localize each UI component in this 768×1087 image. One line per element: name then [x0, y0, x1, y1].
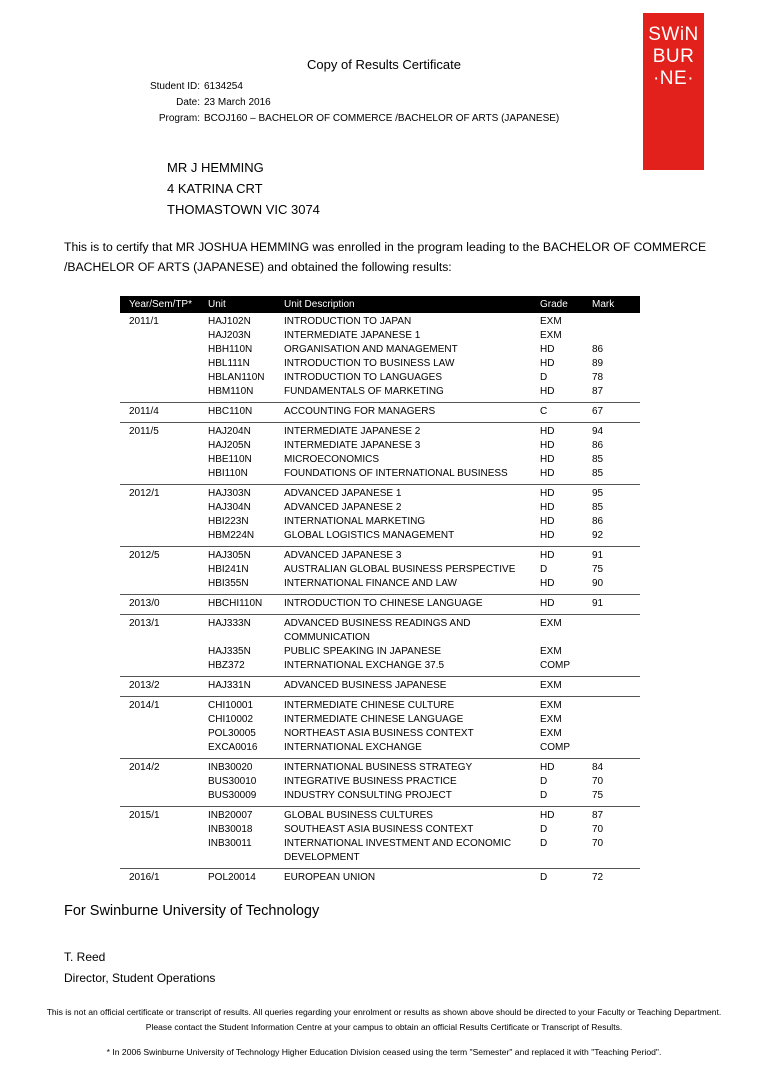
grade-cell: D: [540, 564, 548, 575]
grade-cell: HD: [540, 578, 555, 589]
unit-description-cell: AUSTRALIAN GLOBAL BUSINESS PERSPECTIVE: [284, 564, 516, 575]
unit-description-cell: INDUSTRY CONSULTING PROJECT: [284, 790, 452, 801]
meta-value: BCOJ160 – BACHELOR OF COMMERCE /BACHELOR OF ARTS (JAPANESE): [204, 113, 560, 124]
unit-description-cell: GLOBAL BUSINESS CULTURES: [284, 810, 433, 821]
unit-code-cell: HBLAN110N: [208, 372, 265, 383]
grade-cell: D: [540, 790, 548, 801]
table-row: [120, 439, 640, 453]
unit-code-cell: INB30011: [208, 838, 252, 849]
header-mark: Mark: [592, 299, 615, 310]
table-row: [120, 659, 640, 673]
grade-cell: COMP: [540, 742, 570, 753]
grade-cell: HD: [540, 426, 555, 437]
meta-label: Date:: [176, 97, 200, 108]
results-table-body: [120, 313, 640, 888]
unit-description-cell: INTERMEDIATE CHINESE CULTURE: [284, 700, 455, 711]
mark-cell: [587, 659, 640, 673]
grade-cell: HD: [540, 454, 555, 465]
unit-code-cell: HBI110N: [208, 468, 248, 479]
unit-code-cell: CHI10002: [208, 714, 254, 725]
unit-code-cell: CHI10001: [208, 700, 254, 711]
certification-statement: This is to certify that MR JOSHUA HEMMING was enrolled in the program leading to the BACHELOR OF COMMERCE /BACHELOR OF ARTS (JAPANESE) and obtained the following results:: [64, 240, 707, 274]
table-row: [120, 789, 640, 803]
logo-line-3: ·NE·: [652, 68, 695, 89]
grade-cell: EXM: [540, 680, 562, 691]
result-period-group: [120, 423, 640, 485]
table-row: [120, 385, 640, 399]
student-meta: [120, 79, 559, 127]
grade-cell: HD: [540, 516, 555, 527]
result-period-group: [120, 485, 640, 547]
address-line: 4 KATRINA CRT: [167, 181, 263, 196]
unit-code-cell: HAJ303N: [208, 488, 251, 499]
unit-description-cell: FUNDAMENTALS OF MARKETING: [284, 386, 444, 397]
table-row: [120, 577, 640, 591]
mark-cell: 95: [592, 488, 604, 499]
grade-cell: HD: [540, 344, 555, 355]
unit-description-cell: INTERNATIONAL INVESTMENT AND ECONOMIC DEVELOPMENT: [284, 838, 512, 863]
period-cell: [120, 439, 202, 453]
grade-cell: COMP: [540, 660, 570, 671]
unit-code-cell: HBM224N: [208, 530, 255, 541]
period-cell: [120, 823, 202, 837]
mark-cell: [587, 329, 640, 343]
mark-cell: 94: [592, 426, 604, 437]
unit-description-cell: ADVANCED BUSINESS READINGS AND COMMUNICATION: [284, 618, 471, 643]
unit-code-cell: HBCHI110N: [208, 598, 263, 609]
unit-description-cell: PUBLIC SPEAKING IN JAPANESE: [284, 646, 442, 657]
result-period-group: [120, 677, 640, 697]
header-unit: Unit: [208, 299, 226, 310]
unit-code-cell: INB30020: [208, 762, 253, 773]
table-row: [120, 727, 640, 741]
signoff-institution: For Swinburne University of Technology: [64, 903, 320, 919]
unit-code-cell: EXCA0016: [208, 742, 258, 753]
period-cell: [120, 577, 202, 591]
mark-cell: 87: [592, 386, 604, 397]
mark-cell: 70: [592, 824, 604, 835]
table-row: [120, 775, 640, 789]
period-cell: 2013/0: [129, 598, 160, 609]
period-cell: 2014/2: [129, 762, 160, 773]
unit-description-cell: SOUTHEAST ASIA BUSINESS CONTEXT: [284, 824, 474, 835]
mark-cell: 75: [592, 790, 604, 801]
unit-description-cell: INTERMEDIATE JAPANESE 3: [284, 440, 421, 451]
footnote-text: * In 2006 Swinburne University of Technology Higher Education Division ceased using the term "Semester" and replaced it with "Teaching Period".: [106, 1047, 662, 1057]
table-row: [120, 741, 640, 755]
period-cell: 2013/2: [129, 680, 160, 691]
unit-code-cell: POL30005: [208, 728, 256, 739]
result-period-group: [120, 313, 640, 403]
mark-cell: 92: [592, 530, 604, 541]
meta-value: 23 March 2016: [204, 97, 271, 108]
period-cell: [120, 329, 202, 343]
period-cell: 2015/1: [129, 810, 160, 821]
table-row: [120, 699, 640, 713]
table-row: [120, 837, 640, 865]
result-period-group: [120, 403, 640, 423]
unit-code-cell: POL20014: [208, 872, 256, 883]
mark-cell: 84: [592, 762, 604, 773]
unit-description-cell: INTRODUCTION TO CHINESE LANGUAGE: [284, 598, 483, 609]
grade-cell: C: [540, 406, 548, 417]
table-row: [120, 679, 640, 693]
mark-cell: 70: [592, 838, 604, 849]
unit-code-cell: HBI241N: [208, 564, 249, 575]
unit-code-cell: HAJ335N: [208, 646, 251, 657]
period-cell: [120, 645, 202, 659]
table-row: [120, 343, 640, 357]
unit-code-cell: HAJ203N: [208, 330, 251, 341]
mark-cell: 87: [592, 810, 604, 821]
unit-description-cell: INTERNATIONAL EXCHANGE 37.5: [284, 660, 445, 671]
mark-cell: 72: [592, 872, 604, 883]
period-cell: [120, 789, 202, 803]
table-row: [120, 713, 640, 727]
grade-cell: EXM: [540, 316, 562, 327]
table-row: [120, 357, 640, 371]
header-grade: Grade: [540, 299, 568, 310]
result-period-group: [120, 807, 640, 869]
grade-cell: HD: [540, 440, 555, 451]
unit-code-cell: HAJ333N: [208, 618, 251, 629]
unit-code-cell: BUS30009: [208, 790, 257, 801]
mark-cell: 67: [592, 406, 604, 417]
grade-cell: EXM: [540, 714, 562, 725]
unit-description-cell: ADVANCED JAPANESE 3: [284, 550, 402, 561]
grade-cell: HD: [540, 468, 555, 479]
table-row: [120, 549, 640, 563]
unit-code-cell: HBI223N: [208, 516, 249, 527]
grade-cell: HD: [540, 530, 555, 541]
address-line: THOMASTOWN VIC 3074: [167, 202, 320, 217]
grade-cell: EXM: [540, 700, 562, 711]
mark-cell: [587, 727, 640, 741]
grade-cell: HD: [540, 502, 555, 513]
unit-code-cell: BUS30010: [208, 776, 257, 787]
results-table-header: [120, 296, 640, 313]
unit-description-cell: INTERMEDIATE JAPANESE 1: [284, 330, 421, 341]
table-row: [120, 453, 640, 467]
period-cell: [120, 713, 202, 727]
table-row: [120, 761, 640, 775]
period-cell: [120, 501, 202, 515]
result-period-group: [120, 547, 640, 595]
unit-code-cell: HAJ304N: [208, 502, 251, 513]
period-cell: [120, 837, 202, 865]
mark-cell: [587, 699, 640, 713]
table-row: [120, 487, 640, 501]
table-row: [120, 371, 640, 385]
unit-description-cell: INTERNATIONAL EXCHANGE: [284, 742, 422, 753]
table-row: [120, 501, 640, 515]
table-row: [120, 315, 640, 329]
unit-description-cell: ADVANCED BUSINESS JAPANESE: [284, 680, 447, 691]
unit-description-cell: INTRODUCTION TO BUSINESS LAW: [284, 358, 455, 369]
mark-cell: [587, 645, 640, 659]
results-table: [120, 296, 640, 888]
unit-description-cell: MICROECONOMICS: [284, 454, 379, 465]
unit-description-cell: INTRODUCTION TO LANGUAGES: [284, 372, 442, 383]
grade-cell: D: [540, 776, 548, 787]
period-cell: [120, 727, 202, 741]
unit-code-cell: HAJ205N: [208, 440, 251, 451]
unit-description-cell: NORTHEAST ASIA BUSINESS CONTEXT: [284, 728, 474, 739]
period-cell: 2012/1: [129, 488, 160, 499]
unit-description-cell: ADVANCED JAPANESE 1: [284, 488, 402, 499]
period-cell: [120, 741, 202, 755]
mark-cell: 85: [592, 468, 604, 479]
period-cell: 2011/5: [129, 426, 159, 437]
table-row: [120, 809, 640, 823]
address-line: MR J HEMMING: [167, 160, 264, 175]
document-title: Copy of Results Certificate: [307, 57, 461, 72]
unit-code-cell: HBL111N: [208, 358, 250, 369]
unit-description-cell: INTERNATIONAL MARKETING: [284, 516, 426, 527]
disclaimer-text: This is not an official certificate or transcript of results. All queries regarding your enrolment or results as shown above should be directed to your Faculty or Teaching Department. Please contact the Student Information Centre at your campus to obtain an official Results Certificate or Transcript of Results.: [46, 1007, 722, 1032]
grade-cell: D: [540, 824, 548, 835]
signatory-role: Director, Student Operations: [64, 971, 216, 985]
unit-description-cell: INTERNATIONAL FINANCE AND LAW: [284, 578, 457, 589]
unit-description-cell: EUROPEAN UNION: [284, 872, 376, 883]
mark-cell: [587, 679, 640, 693]
logo-line-2: BUR: [652, 46, 695, 67]
grade-cell: EXM: [540, 618, 562, 629]
table-row: [120, 597, 640, 611]
table-row: [120, 563, 640, 577]
table-row: [120, 425, 640, 439]
mark-cell: 78: [592, 372, 604, 383]
mark-cell: [587, 315, 640, 329]
unit-description-cell: INTERMEDIATE CHINESE LANGUAGE: [284, 714, 464, 725]
meta-value: 6134254: [204, 81, 243, 92]
grade-cell: EXM: [540, 330, 562, 341]
mark-cell: [587, 741, 640, 755]
period-cell: 2011/1: [129, 316, 159, 327]
table-row: [120, 617, 640, 645]
mark-cell: 91: [592, 598, 604, 609]
grade-cell: HD: [540, 386, 555, 397]
table-row: [120, 823, 640, 837]
period-cell: [120, 343, 202, 357]
grade-cell: D: [540, 838, 548, 849]
unit-code-cell: HBH110N: [208, 344, 253, 355]
mark-cell: 75: [592, 564, 604, 575]
mark-cell: 86: [592, 516, 604, 527]
unit-code-cell: HAJ331N: [208, 680, 251, 691]
grade-cell: HD: [540, 550, 555, 561]
mark-cell: 86: [592, 440, 604, 451]
result-period-group: [120, 697, 640, 759]
unit-description-cell: INTEGRATIVE BUSINESS PRACTICE: [284, 776, 457, 787]
mark-cell: 85: [592, 502, 604, 513]
mark-cell: 90: [592, 578, 604, 589]
unit-description-cell: ADVANCED JAPANESE 2: [284, 502, 402, 513]
mark-cell: 70: [592, 776, 604, 787]
result-period-group: [120, 869, 640, 888]
unit-code-cell: HAJ305N: [208, 550, 251, 561]
table-row: [120, 645, 640, 659]
unit-description-cell: INTERNATIONAL BUSINESS STRATEGY: [284, 762, 473, 773]
period-cell: [120, 467, 202, 481]
table-row: [120, 515, 640, 529]
period-cell: [120, 385, 202, 399]
unit-description-cell: ACCOUNTING FOR MANAGERS: [284, 406, 436, 417]
table-row: [120, 871, 640, 885]
unit-code-cell: INB30018: [208, 824, 253, 835]
unit-description-cell: INTRODUCTION TO JAPAN: [284, 316, 412, 327]
period-cell: [120, 453, 202, 467]
meta-program: [120, 111, 559, 127]
grade-cell: D: [540, 372, 548, 383]
postal-address: [167, 157, 320, 220]
result-period-group: [120, 759, 640, 807]
unit-code-cell: HBE110N: [208, 454, 252, 465]
unit-description-cell: FOUNDATIONS OF INTERNATIONAL BUSINESS: [284, 468, 508, 479]
period-cell: [120, 529, 202, 543]
signatory: [64, 947, 215, 989]
table-row: [120, 529, 640, 543]
mark-cell: [587, 713, 640, 727]
unit-code-cell: HBC110N: [208, 406, 253, 417]
grade-cell: EXM: [540, 728, 562, 739]
unit-code-cell: HAJ204N: [208, 426, 251, 437]
mark-cell: 91: [592, 550, 604, 561]
mark-cell: 85: [592, 454, 604, 465]
unit-description-cell: ORGANISATION AND MANAGEMENT: [284, 344, 458, 355]
header-period: Year/Sem/TP*: [129, 299, 192, 310]
grade-cell: EXM: [540, 646, 562, 657]
period-cell: 2011/4: [129, 406, 159, 417]
meta-student-id: [120, 79, 559, 95]
grade-cell: HD: [540, 358, 555, 369]
table-row: [120, 467, 640, 481]
grade-cell: HD: [540, 598, 555, 609]
unit-description-cell: INTERMEDIATE JAPANESE 2: [284, 426, 421, 437]
period-cell: [120, 659, 202, 673]
header-description: Unit Description: [284, 299, 355, 310]
mark-cell: 86: [592, 344, 604, 355]
grade-cell: D: [540, 872, 548, 883]
table-row: [120, 329, 640, 343]
mark-cell: [587, 617, 640, 645]
meta-date: [120, 95, 559, 111]
period-cell: [120, 371, 202, 385]
period-cell: [120, 563, 202, 577]
unit-code-cell: HBI355N: [208, 578, 249, 589]
period-cell: 2012/5: [129, 550, 160, 561]
period-cell: 2013/1: [129, 618, 160, 629]
unit-code-cell: INB20007: [208, 810, 253, 821]
result-period-group: [120, 595, 640, 615]
unit-code-cell: HAJ102N: [208, 316, 251, 327]
meta-label: Student ID:: [149, 81, 200, 92]
period-cell: [120, 775, 202, 789]
period-cell: 2014/1: [129, 700, 160, 711]
signatory-name: T. Reed: [64, 950, 106, 964]
mark-cell: 89: [592, 358, 604, 369]
grade-cell: HD: [540, 488, 555, 499]
grade-cell: HD: [540, 810, 555, 821]
unit-description-cell: GLOBAL LOGISTICS MANAGEMENT: [284, 530, 455, 541]
meta-label: Program:: [158, 113, 200, 124]
unit-code-cell: HBM110N: [208, 386, 254, 397]
swinburne-logo: [643, 13, 704, 170]
unit-code-cell: HBZ372: [208, 660, 245, 671]
grade-cell: HD: [540, 762, 555, 773]
period-cell: [120, 515, 202, 529]
logo-line-1: SWiN: [648, 24, 699, 45]
period-cell: 2016/1: [129, 872, 160, 883]
result-period-group: [120, 615, 640, 677]
period-cell: [120, 357, 202, 371]
table-row: [120, 405, 640, 419]
